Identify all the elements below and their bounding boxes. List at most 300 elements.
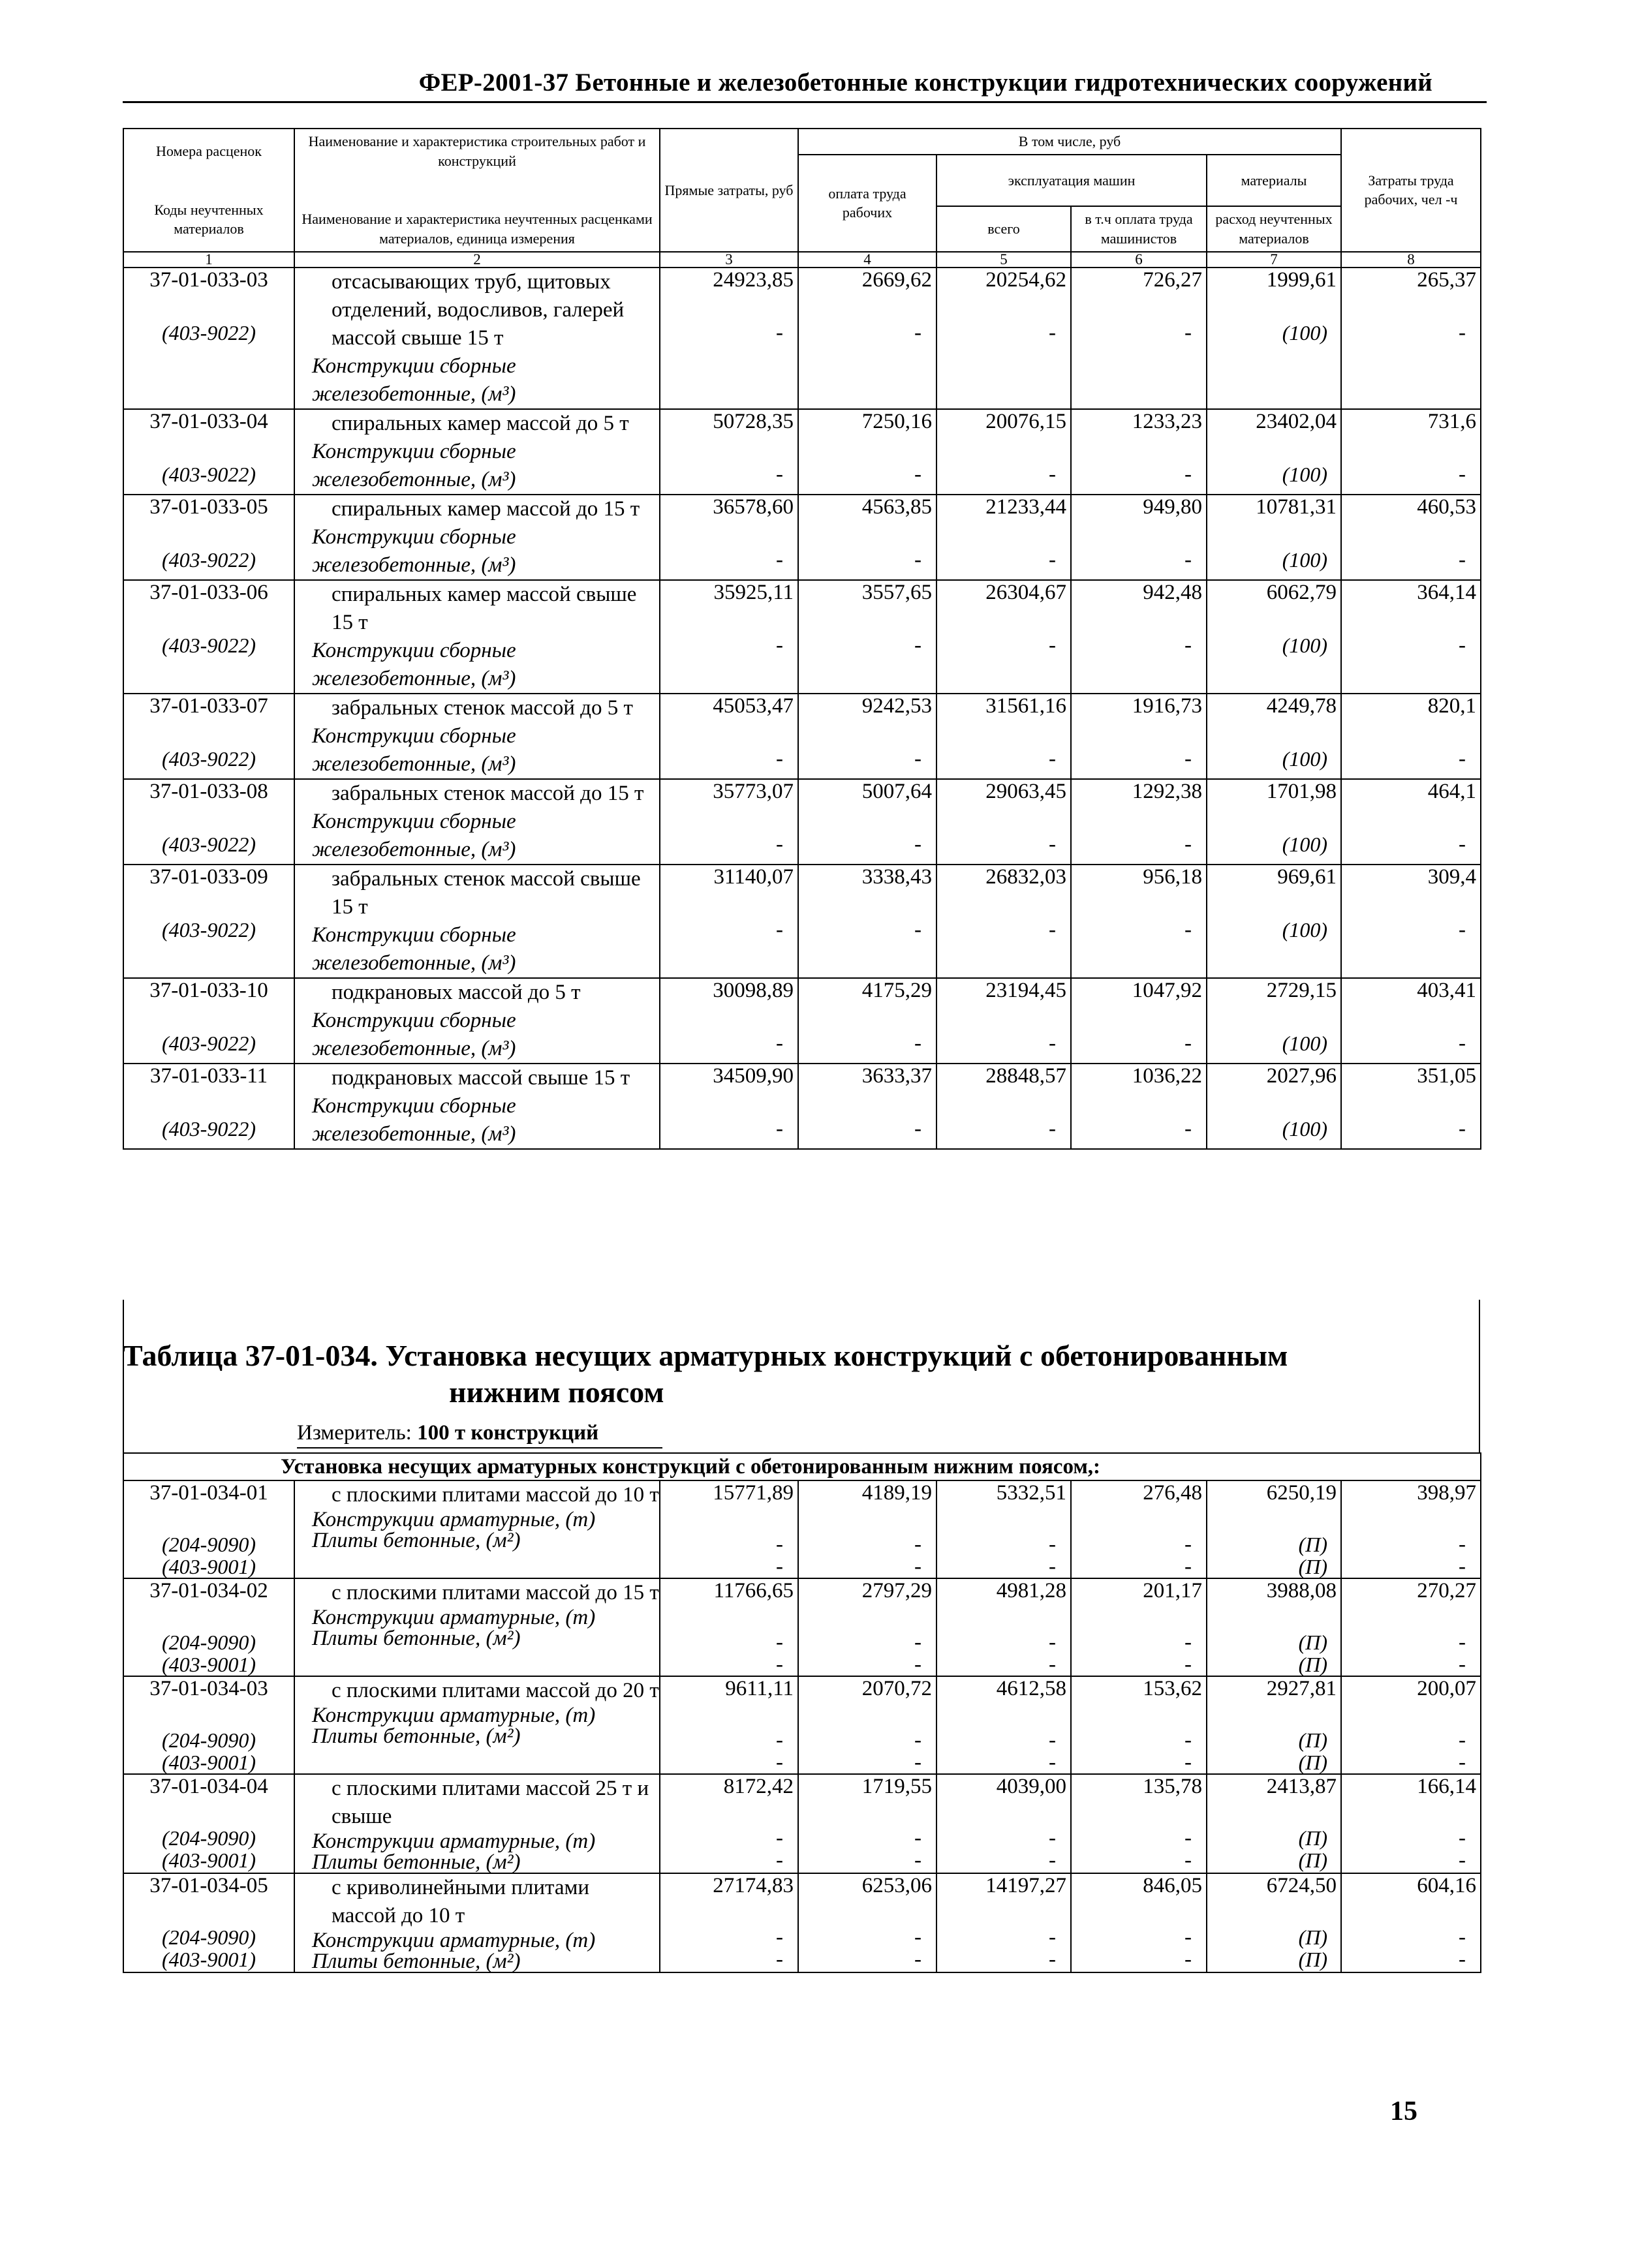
direct-costs: 45053,47 [713, 694, 794, 718]
rate-description: с плоскими плитами массой до 10 т [332, 1483, 659, 1507]
material-quantity: (100) [1282, 1116, 1328, 1141]
operator-wages: 153,62 [1143, 1677, 1202, 1700]
dash-mark: - [1049, 746, 1056, 771]
dash-mark: - [776, 1925, 783, 1949]
material-name: Плиты бетонные, (м²) [312, 1724, 521, 1748]
dash-mark: - [1049, 1925, 1056, 1949]
rate-description-cell [294, 779, 660, 865]
labor-hours: 270,27 [1417, 1579, 1477, 1602]
spacer [1342, 1505, 1480, 1533]
dash-mark: - [914, 1728, 921, 1752]
rate-description: с плоскими плитами массой до 20 т [332, 1679, 659, 1702]
materials-cost-cell [1207, 268, 1341, 409]
dash-mark: - [1049, 633, 1056, 657]
col-header-total: всего [936, 206, 1071, 251]
dash-mark: - [1184, 462, 1192, 486]
operator-wages-cell [1071, 409, 1207, 495]
rate-description-cell [294, 495, 660, 580]
spacer [799, 1603, 936, 1631]
col-header-direct-costs: Прямые затраты, руб [660, 129, 798, 252]
direct-costs-cell [660, 1064, 798, 1149]
spacer [660, 1003, 797, 1032]
direct-costs-cell [660, 409, 798, 495]
labor-hours: 731,6 [1427, 409, 1477, 433]
spacer [1072, 1898, 1206, 1926]
material-code: (403-9022) [162, 462, 256, 486]
table-row [123, 978, 1481, 1064]
operator-wages-cell [1071, 1774, 1207, 1873]
spacer [799, 1701, 936, 1729]
material-name: Конструкции арматурные, (т) [312, 1606, 596, 1629]
spacer [124, 1799, 294, 1827]
spacer [1207, 1003, 1340, 1032]
dash-mark: - [914, 1631, 921, 1654]
table-row [123, 1480, 1481, 1578]
spacer [799, 804, 936, 833]
table-row [123, 580, 1481, 694]
rate-description-cell [294, 1774, 660, 1873]
spacer [124, 1898, 294, 1926]
dash-mark: - [1459, 1116, 1466, 1141]
labor-hours-cell [1341, 495, 1481, 580]
dash-mark: - [1184, 1533, 1192, 1556]
spacer [1342, 1898, 1480, 1926]
direct-costs-cell [660, 1774, 798, 1873]
dash-mark: - [1049, 1533, 1056, 1556]
dash-mark: - [914, 746, 921, 771]
material-code: (403-9022) [162, 320, 256, 345]
direct-costs: 11766,65 [713, 1579, 794, 1602]
table-title: Таблица 37-01-034. Установка несущих арматурных конструкций с обетонированным нижним поясом [123, 1339, 1288, 1409]
spacer [660, 1799, 797, 1827]
rate-description: спиральных камер массой свыше 15 т [332, 582, 637, 634]
worker-wages-cell [798, 1873, 936, 1972]
machines-total: 23194,45 [985, 978, 1066, 1002]
spacer [124, 1088, 294, 1117]
column-numbers-row: 1 2 3 4 5 6 7 8 [123, 252, 1481, 268]
direct-costs: 35925,11 [713, 580, 794, 604]
spacer [937, 1003, 1070, 1032]
dash-mark: - [1049, 1751, 1056, 1774]
spacer [1072, 605, 1206, 634]
dash-mark: - [914, 1116, 921, 1141]
dash-mark: - [1184, 1751, 1192, 1774]
material-quantity: (П) [1298, 1925, 1327, 1949]
spacer [937, 605, 1070, 634]
worker-wages-cell [798, 495, 936, 580]
material-name: Плиты бетонные, (м²) [312, 1850, 521, 1874]
material-quantity: (100) [1282, 633, 1328, 657]
materials-cost-cell [1207, 865, 1341, 978]
spacer [1207, 1088, 1340, 1117]
col-header-wages: оплата труда рабочих [798, 155, 936, 252]
labor-hours: 820,1 [1427, 694, 1477, 718]
material-quantity: (100) [1282, 547, 1328, 572]
worker-wages-cell [798, 978, 936, 1064]
material-quantity: (100) [1282, 917, 1328, 942]
spacer [1072, 519, 1206, 548]
machines-total: 5332,51 [996, 1481, 1066, 1505]
machines-total-cell [936, 779, 1071, 865]
spacer [1072, 1701, 1206, 1729]
dash-mark: - [1459, 1948, 1466, 1971]
rate-description-cell [294, 1480, 660, 1578]
direct-costs: 27174,83 [713, 1874, 794, 1897]
material-code: (403-9022) [162, 633, 256, 657]
table-row [123, 1676, 1481, 1774]
operator-wages-cell [1071, 694, 1207, 779]
machines-total-cell [936, 865, 1071, 978]
spacer [1207, 292, 1340, 321]
spacer [799, 1505, 936, 1533]
direct-costs-cell [660, 1676, 798, 1774]
labor-hours-cell [1341, 694, 1481, 779]
machines-total-cell [936, 580, 1071, 694]
machines-total: 28848,57 [985, 1064, 1066, 1088]
spacer [1342, 804, 1480, 833]
spacer [937, 1799, 1070, 1827]
dash-mark: - [1459, 746, 1466, 771]
dash-mark: - [1049, 1826, 1056, 1850]
machines-total: 29063,45 [985, 779, 1066, 803]
rate-code: 37-01-034-05 [149, 1874, 268, 1897]
dash-mark: - [1459, 547, 1466, 572]
worker-wages: 2797,29 [861, 1579, 932, 1602]
machines-total: 4981,28 [996, 1579, 1066, 1602]
spacer [1207, 1603, 1340, 1631]
spacer [660, 1603, 797, 1631]
worker-wages-cell [798, 865, 936, 978]
table-row [123, 1064, 1481, 1149]
dash-mark: - [776, 1653, 783, 1676]
dash-mark: - [1049, 1631, 1056, 1654]
rate-description: забральных стенок массой свыше 15 т [332, 866, 641, 919]
spacer [124, 519, 294, 548]
machines-total-cell [936, 1578, 1071, 1676]
rate-code-cell [123, 1578, 294, 1676]
rate-description-cell [294, 268, 660, 409]
worker-wages: 2070,72 [861, 1677, 932, 1700]
materials-cost: 1701,98 [1266, 779, 1337, 803]
material-name: Конструкции сборные железобетонные, (м³) [312, 638, 516, 690]
material-code: (403-9022) [162, 746, 256, 771]
dash-mark: - [776, 1848, 783, 1872]
spacer [799, 292, 936, 321]
rate-code-cell [123, 1064, 294, 1149]
rate-description: спиральных камер массой до 15 т [332, 497, 640, 521]
rate-description: с плоскими плитами массой 25 т и свыше [332, 1777, 649, 1828]
col-header-operators: в т.ч оплата труда машинистов [1071, 206, 1207, 251]
labor-hours: 398,97 [1417, 1481, 1477, 1505]
direct-costs-cell [660, 1578, 798, 1676]
dash-mark: - [914, 1925, 921, 1949]
dash-mark: - [776, 1116, 783, 1141]
spacer [1342, 292, 1480, 321]
worker-wages-cell [798, 1774, 936, 1873]
material-quantity: (100) [1282, 462, 1328, 486]
material-name: Плиты бетонные, (м²) [312, 1950, 521, 1973]
material-quantity: (П) [1298, 1555, 1327, 1578]
spacer [124, 1505, 294, 1533]
spacer [660, 1505, 797, 1533]
spacer [799, 1799, 936, 1827]
machines-total-cell [936, 694, 1071, 779]
spacer [937, 292, 1070, 321]
worker-wages: 3338,43 [861, 865, 932, 889]
material-quantity: (П) [1298, 1751, 1327, 1774]
dash-mark: - [1459, 917, 1466, 942]
material-code: (403-9001) [162, 1555, 256, 1578]
material-code: (403-9022) [162, 917, 256, 942]
worker-wages: 7250,16 [861, 409, 932, 433]
direct-costs-cell [660, 268, 798, 409]
page-number: 15 [1390, 2096, 1417, 2126]
spacer [124, 1603, 294, 1631]
materials-cost: 3988,08 [1266, 1579, 1337, 1602]
measure-rule [297, 1447, 662, 1448]
worker-wages: 4175,29 [861, 978, 932, 1002]
worker-wages: 9242,53 [861, 694, 932, 718]
machines-total-cell [936, 978, 1071, 1064]
labor-hours-cell [1341, 1480, 1481, 1578]
operator-wages-cell [1071, 1676, 1207, 1774]
material-quantity: (П) [1298, 1728, 1327, 1752]
spacer [124, 718, 294, 747]
dash-mark: - [776, 832, 783, 856]
direct-costs-cell [660, 865, 798, 978]
materials-cost-cell [1207, 978, 1341, 1064]
spacer [1342, 889, 1480, 918]
operator-wages: 942,48 [1143, 580, 1202, 604]
labor-hours: 351,05 [1417, 1064, 1477, 1088]
dash-mark: - [914, 462, 921, 486]
dash-mark: - [776, 547, 783, 572]
dash-mark: - [1459, 320, 1466, 345]
material-code: (403-9022) [162, 1116, 256, 1141]
machines-total: 4039,00 [996, 1775, 1066, 1798]
spacer [124, 804, 294, 833]
materials-cost-cell [1207, 580, 1341, 694]
dash-mark: - [1049, 320, 1056, 345]
dash-mark: - [1459, 1533, 1466, 1556]
col-header-materials: материалы [1207, 155, 1341, 207]
spacer [1207, 1799, 1340, 1827]
materials-cost: 10781,31 [1256, 495, 1337, 519]
table-row [123, 495, 1481, 580]
dash-mark: - [776, 633, 783, 657]
dash-mark: - [1459, 1653, 1466, 1676]
materials-cost: 2413,87 [1266, 1775, 1337, 1798]
dash-mark: - [914, 1533, 921, 1556]
operator-wages: 201,17 [1143, 1579, 1202, 1602]
rate-description-cell [294, 580, 660, 694]
col-header-labor: Затраты труда рабочих, чел -ч [1341, 129, 1481, 252]
operator-wages-cell [1071, 978, 1207, 1064]
labor-hours: 464,1 [1427, 779, 1477, 803]
rate-code: 37-01-034-01 [149, 1481, 268, 1505]
table-row [123, 268, 1481, 409]
materials-cost-cell [1207, 1064, 1341, 1149]
spacer [937, 889, 1070, 918]
rate-code: 37-01-033-04 [149, 409, 268, 433]
machines-total-cell [936, 1873, 1071, 1972]
spacer [799, 1088, 936, 1117]
materials-cost-cell [1207, 409, 1341, 495]
operator-wages-cell [1071, 779, 1207, 865]
labor-hours: 200,07 [1417, 1677, 1477, 1700]
operator-wages-cell [1071, 495, 1207, 580]
dash-mark: - [914, 547, 921, 572]
spacer [1072, 1799, 1206, 1827]
worker-wages-cell [798, 1480, 936, 1578]
material-code: (204-9090) [162, 1533, 256, 1556]
spacer [124, 1003, 294, 1032]
spacer [1342, 1701, 1480, 1729]
spacer [1072, 1003, 1206, 1032]
header-rule [123, 101, 1487, 103]
spacer [1207, 1505, 1340, 1533]
material-name: Конструкции сборные железобетонные, (м³) [312, 354, 516, 406]
material-quantity: (100) [1282, 746, 1328, 771]
dash-mark: - [1184, 1728, 1192, 1752]
worker-wages-cell [798, 694, 936, 779]
dash-mark: - [776, 1948, 783, 1971]
dash-mark: - [1049, 917, 1056, 942]
dash-mark: - [1049, 1116, 1056, 1141]
spacer [1072, 718, 1206, 747]
rate-code-cell [123, 779, 294, 865]
material-code: (403-9001) [162, 1948, 256, 1971]
dash-mark: - [1459, 1631, 1466, 1654]
spacer [937, 434, 1070, 463]
spacer [1207, 804, 1340, 833]
dash-mark: - [1184, 917, 1192, 942]
worker-wages: 4563,85 [861, 495, 932, 519]
direct-costs-cell [660, 779, 798, 865]
direct-costs: 35773,07 [713, 779, 794, 803]
rate-code: 37-01-033-05 [149, 495, 268, 519]
spacer [124, 889, 294, 918]
rate-code-cell [123, 1676, 294, 1774]
spacer [1342, 605, 1480, 634]
material-code: (403-9001) [162, 1751, 256, 1774]
spacer [1072, 1505, 1206, 1533]
rate-code-cell [123, 1873, 294, 1972]
labor-hours-cell [1341, 978, 1481, 1064]
materials-cost-cell [1207, 779, 1341, 865]
material-code: (204-9090) [162, 1925, 256, 1949]
labor-hours: 604,16 [1417, 1874, 1477, 1897]
dash-mark: - [1459, 1555, 1466, 1578]
rate-code: 37-01-034-02 [149, 1579, 268, 1602]
worker-wages: 3633,37 [861, 1064, 932, 1088]
dash-mark: - [914, 1751, 921, 1774]
dash-mark: - [1049, 1031, 1056, 1055]
dash-mark: - [914, 1555, 921, 1578]
dash-mark: - [1049, 832, 1056, 856]
worker-wages-cell [798, 1578, 936, 1676]
spacer [124, 1701, 294, 1729]
rate-code: 37-01-034-03 [149, 1677, 268, 1700]
spacer [1342, 434, 1480, 463]
material-code: (403-9001) [162, 1653, 256, 1676]
rate-description: забральных стенок массой до 15 т [332, 781, 644, 805]
machines-total-cell [936, 1774, 1071, 1873]
materials-cost: 6724,50 [1266, 1874, 1337, 1897]
table-row [123, 779, 1481, 865]
spacer [1207, 434, 1340, 463]
rate-description: подкрановых массой свыше 15 т [332, 1065, 630, 1090]
material-quantity: (П) [1298, 1848, 1327, 1872]
table-row [123, 1774, 1481, 1873]
direct-costs-cell [660, 1480, 798, 1578]
dash-mark: - [1184, 832, 1192, 856]
dash-mark: - [776, 1751, 783, 1774]
spacer [1207, 1701, 1340, 1729]
dash-mark: - [1184, 1631, 1192, 1654]
material-name: Конструкции сборные железобетонные, (м³) [312, 809, 516, 861]
rate-description-cell [294, 978, 660, 1064]
col-header-machines: эксплуатация машин [936, 155, 1207, 207]
spacer [660, 292, 797, 321]
material-name: Конструкции арматурные, (т) [312, 1929, 596, 1952]
dash-mark: - [1184, 1826, 1192, 1850]
direct-costs-cell [660, 694, 798, 779]
worker-wages: 5007,64 [861, 779, 932, 803]
materials-cost: 2927,81 [1266, 1677, 1337, 1700]
dash-mark: - [1459, 1751, 1466, 1774]
worker-wages-cell [798, 409, 936, 495]
rate-code: 37-01-033-11 [149, 1064, 268, 1088]
spacer [799, 1003, 936, 1032]
dash-mark: - [1184, 1555, 1192, 1578]
material-code: (403-9022) [162, 832, 256, 856]
worker-wages-cell [798, 580, 936, 694]
direct-costs: 8172,42 [723, 1775, 794, 1798]
operator-wages: 1916,73 [1132, 694, 1202, 718]
materials-cost-cell [1207, 1578, 1341, 1676]
spacer [1342, 718, 1480, 747]
dash-mark: - [776, 320, 783, 345]
dash-mark: - [776, 1631, 783, 1654]
rate-description-cell [294, 865, 660, 978]
material-name: Конструкции сборные железобетонные, (м³) [312, 1094, 516, 1146]
spacer [937, 1603, 1070, 1631]
machines-total-cell [936, 268, 1071, 409]
dash-mark: - [1049, 1653, 1056, 1676]
dash-mark: - [776, 1826, 783, 1850]
operator-wages-cell [1071, 580, 1207, 694]
dash-mark: - [1459, 832, 1466, 856]
direct-costs: 30098,89 [713, 978, 794, 1002]
section-heading: Установка несущих арматурных конструкций с обетонированным нижним поясом,: [123, 1453, 1481, 1480]
materials-cost: 1999,61 [1266, 268, 1337, 292]
worker-wages: 3557,65 [861, 580, 932, 604]
machines-total: 20076,15 [985, 409, 1066, 433]
spacer [660, 804, 797, 833]
labor-hours: 265,37 [1417, 268, 1477, 292]
materials-cost: 6062,79 [1266, 580, 1337, 604]
operator-wages: 1047,92 [1132, 978, 1202, 1002]
materials-cost: 2027,96 [1266, 1064, 1337, 1088]
worker-wages: 1719,55 [861, 1775, 932, 1798]
rate-code-cell [123, 694, 294, 779]
material-quantity: (П) [1298, 1631, 1327, 1654]
machines-total: 26832,03 [985, 865, 1066, 889]
col-header-codes: Номера расценок Коды неучтенных материалов [123, 129, 294, 252]
rate-description: забральных стенок массой до 5 т [332, 696, 633, 720]
labor-hours-cell [1341, 1873, 1481, 1972]
